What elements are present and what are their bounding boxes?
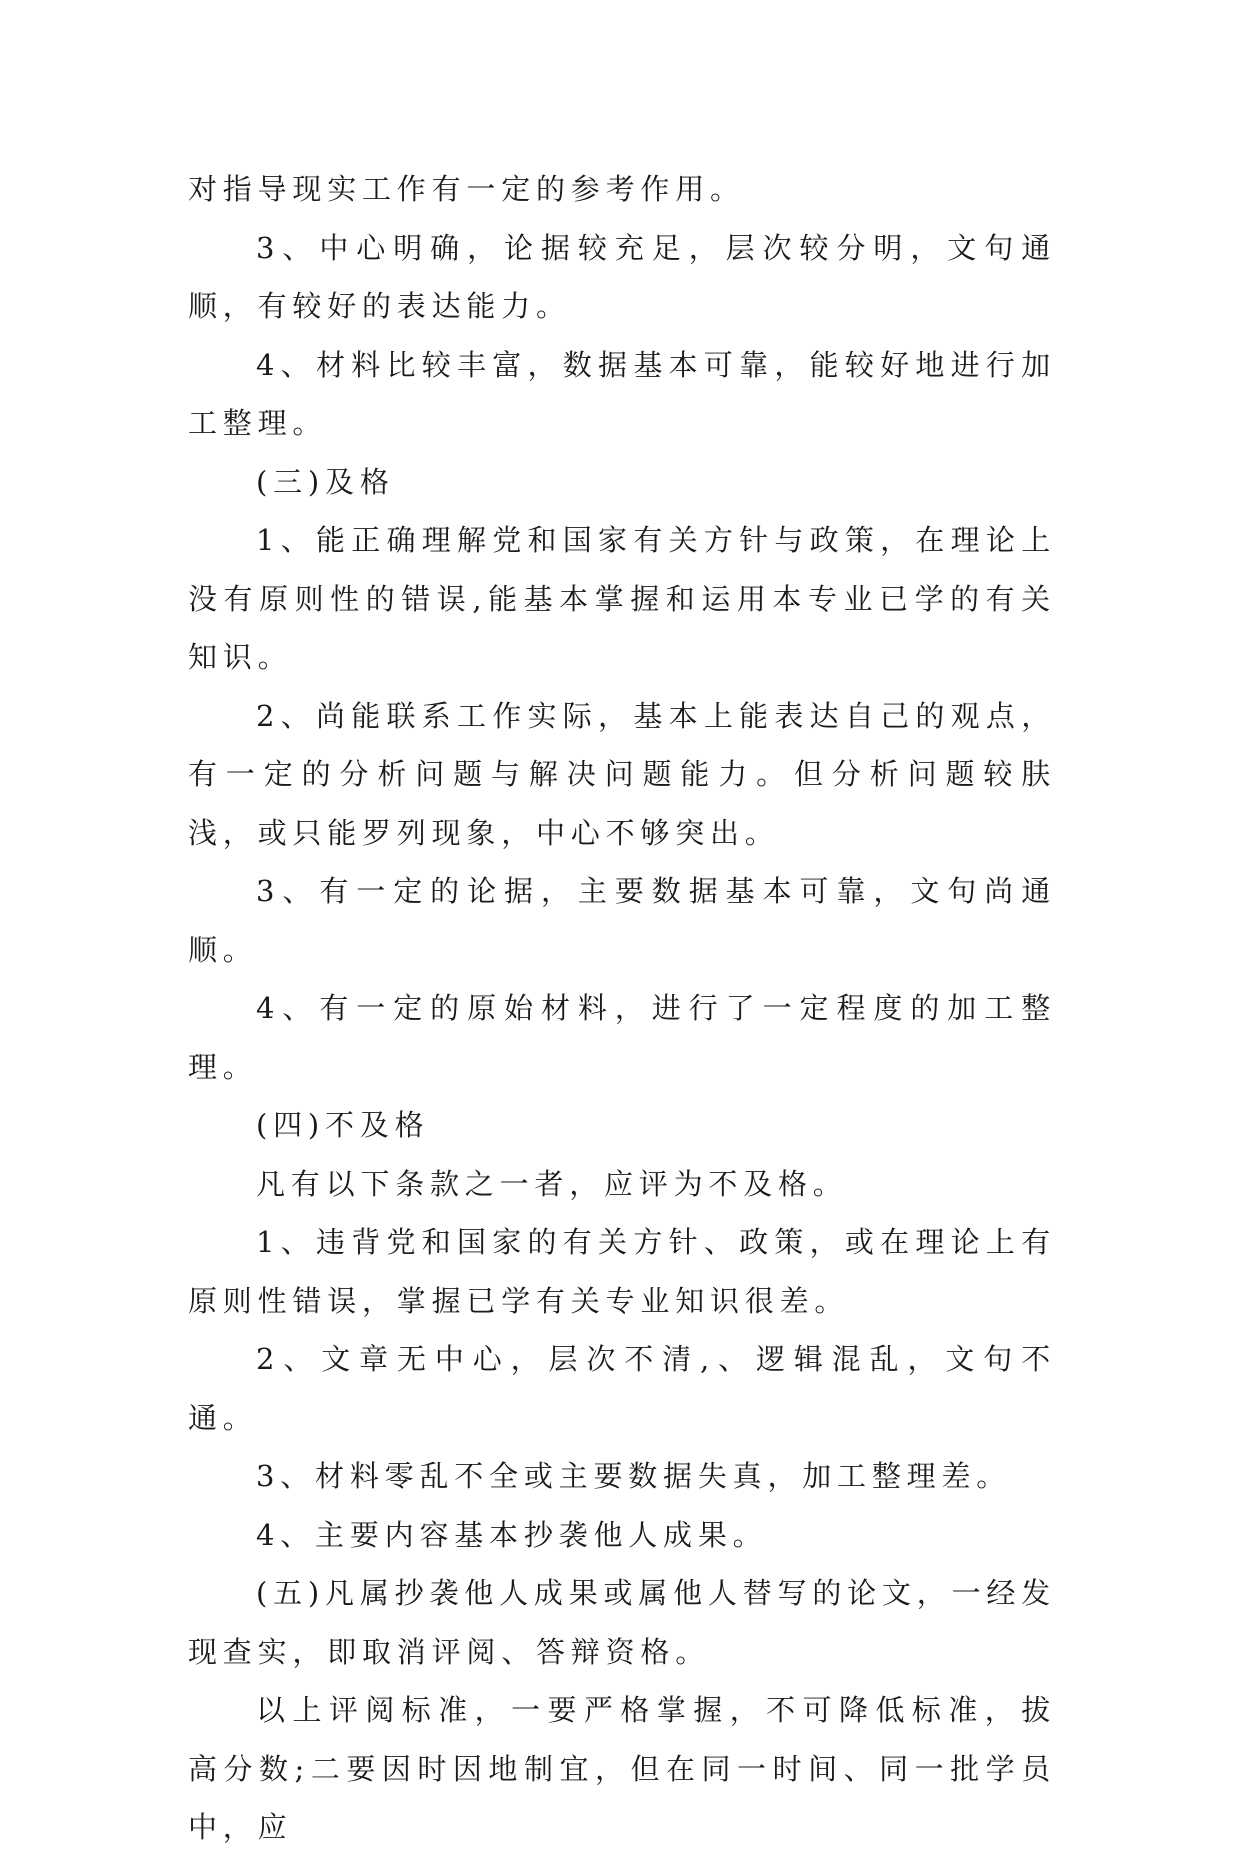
- section-heading-fail: (四)不及格: [256, 1108, 430, 1142]
- paragraph-criterion-4: 4、材料比较丰富，数据基本可靠，能较好地进行加工整理。: [188, 347, 1056, 440]
- paragraph-pass-4: 4、有一定的原始材料，进行了一定程度的加工整理。: [188, 991, 1056, 1084]
- paragraph-pass-3: 3、有一定的论据，主要数据基本可靠，文句尚通顺。: [188, 874, 1056, 967]
- paragraph-fail-3: 3、材料零乱不全或主要数据失真，加工整理差。: [256, 1459, 1012, 1493]
- paragraph-pass-2: 2、尚能联系工作实际，基本上能表达自己的观点，有一定的分析问题与解决问题能力。但分析问题较肤浅，或只能罗列现象，中心不够突出。: [188, 698, 1056, 850]
- paragraph-fail-1: 1、违背党和国家的有关方针、政策，或在理论上有原则性错误，掌握已学有关专业知识很差。: [188, 1225, 1056, 1318]
- paragraph-conclusion: 以上评阅标准，一要严格掌握，不可降低标准，拔高分数;二要因时因地制宜，但在同一时间、同一批学员中，应: [188, 1693, 1056, 1844]
- paragraph-fail-2: 2、文章无中心，层次不清,、逻辑混乱，文句不通。: [188, 1342, 1056, 1435]
- paragraph-criterion-3: 3、中心明确，论据较充足，层次较分明，文句通顺，有较好的表达能力。: [188, 230, 1056, 323]
- section-heading-pass: (三)及格: [256, 464, 395, 499]
- paragraph-fail-4: 4、主要内容基本抄袭他人成果。: [256, 1517, 768, 1552]
- document-body: [188, 160, 1056, 1857]
- paragraph-fail-intro: 凡有以下条款之一者，应评为不及格。: [256, 1166, 848, 1201]
- paragraph-continuation: 对指导现实工作有一定的参考作用。: [188, 172, 745, 206]
- section-plagiarism: (五)凡属抄袭他人成果或属他人替写的论文，一经发现查实，即取消评阅、答辩资格。: [188, 1576, 1056, 1669]
- paragraph-pass-1: 1、能正确理解党和国家有关方针与政策，在理论上没有原则性的错误,能基本掌握和运用本专业已学的有关知识。: [188, 523, 1056, 674]
